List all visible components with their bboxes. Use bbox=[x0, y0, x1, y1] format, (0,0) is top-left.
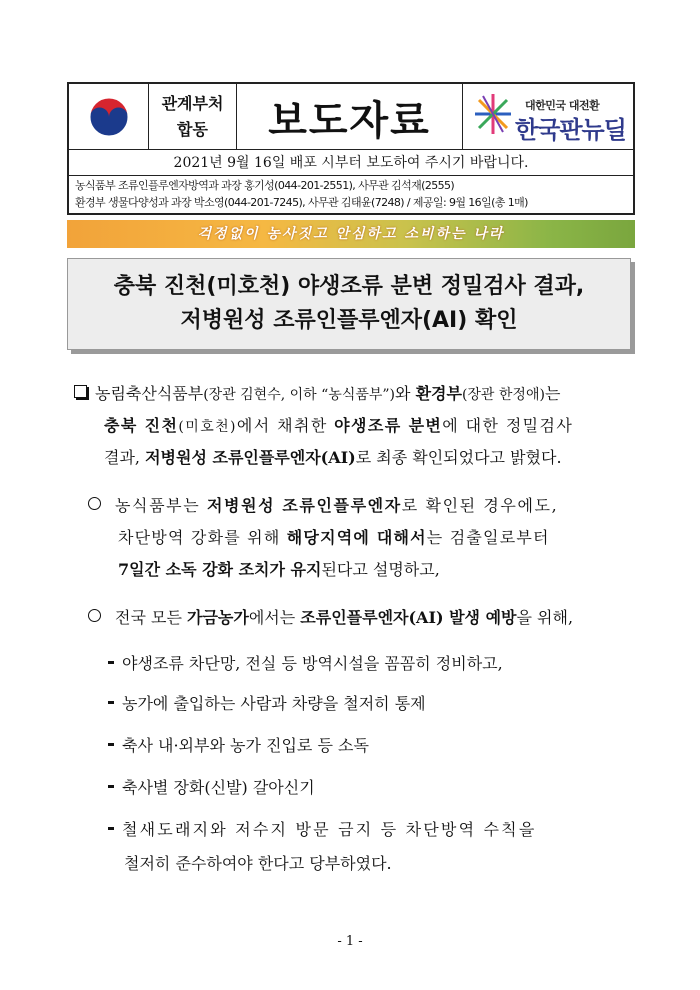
paragraph-2-line-3: 7일간 소독 강화 조치가 유지된다고 설명하고, bbox=[118, 560, 440, 579]
square-bullet-icon bbox=[74, 385, 87, 398]
dash-bullet-icon bbox=[108, 827, 114, 830]
list-item: 축사 내·외부와 농가 진입로 등 소독 bbox=[108, 734, 369, 758]
slogan-banner bbox=[67, 220, 635, 248]
new-deal-star-logo-icon bbox=[473, 92, 513, 136]
dash-bullet-icon bbox=[108, 785, 114, 788]
government-emblem-cell bbox=[69, 84, 149, 150]
paragraph-1-line-1: 농림축산식품부(장관 김현수, 이하 “농식품부”)와 환경부(장관 한정애)는 bbox=[74, 382, 634, 407]
headline-line-1: 충북 진천(미호천) 야생조류 분변 정밀검사 결과, bbox=[113, 274, 585, 299]
circle-bullet-icon bbox=[88, 497, 101, 510]
contact-info bbox=[75, 177, 631, 211]
press-release-header bbox=[67, 82, 635, 215]
headline-box bbox=[67, 258, 631, 350]
page-number: - 1 - bbox=[337, 934, 363, 949]
paragraph-2-line-1: 농식품부는 저병원성 조류인플루엔자로 확인된 경우에도, bbox=[88, 494, 634, 518]
contact-line-1: 농식품부 조류인플루엔자방역과 과장 홍기성(044-201-2551), 사무관 김석재(2555) bbox=[75, 179, 455, 192]
government-taegeuk-logo-icon bbox=[69, 84, 149, 150]
headline-line-2: 저병원성 조류인플루엔자(AI) 확인 bbox=[180, 308, 518, 333]
circle-bullet-icon bbox=[88, 609, 101, 622]
brand-name: 한국판뉴딜 bbox=[515, 116, 626, 144]
dash-bullet-icon bbox=[108, 701, 114, 704]
paragraph-1-line-2: 충북 진천(미호천)에서 채취한 야생조류 분변에 대한 정밀검사 bbox=[104, 416, 574, 435]
paragraph-3-line-1: 전국 모든 가금농가에서는 조류인플루엔자(AI) 발생 예방을 위해, bbox=[88, 606, 634, 630]
department-line-1: 관계부처 bbox=[161, 94, 224, 113]
header-top-row bbox=[69, 84, 633, 150]
department-line-2: 합동 bbox=[177, 120, 208, 139]
contact-line-2: 환경부 생물다양성과 과장 박소영(044-201-7245), 사무관 김태윤(7248) / 제공일: 9월 16일(총 1매) bbox=[75, 196, 528, 209]
new-deal-brand bbox=[463, 84, 633, 150]
paragraph-1-line-3: 결과, 저병원성 조류인플루엔자(AI)로 최종 확인되었다고 밝혔다. bbox=[104, 448, 562, 467]
dash-bullet-icon bbox=[108, 661, 114, 664]
list-item: 농가에 출입하는 사람과 차량을 철저히 통제 bbox=[108, 692, 426, 716]
list-item: 야생조류 차단망, 전실 등 방역시설을 꼼꼼히 정비하고, bbox=[108, 652, 503, 676]
embargo-notice: 2021년 9월 16일 배포 시부터 보도하여 주시기 바랍니다. bbox=[69, 150, 633, 176]
document-type-title: 보도자료 bbox=[237, 84, 463, 150]
paragraph-2-line-2: 차단방역 강화를 위해 해당지역에 대해서는 검출일로부터 bbox=[118, 528, 550, 547]
list-item: 철새도래지와 저수지 방문 금지 등 차단방역 수칙을 bbox=[108, 818, 634, 842]
list-item: 축사별 장화(신발) 갈아신기 bbox=[108, 776, 315, 800]
list-item-continuation: 철저히 준수하여야 한다고 당부하였다. bbox=[124, 854, 392, 873]
department-label bbox=[149, 84, 237, 150]
dash-bullet-icon bbox=[108, 743, 114, 746]
slogan-text: 걱정없이 농사짓고 안심하고 소비하는 나라 bbox=[197, 226, 505, 242]
brand-tagline: 대한민국 대전환 bbox=[525, 99, 600, 112]
